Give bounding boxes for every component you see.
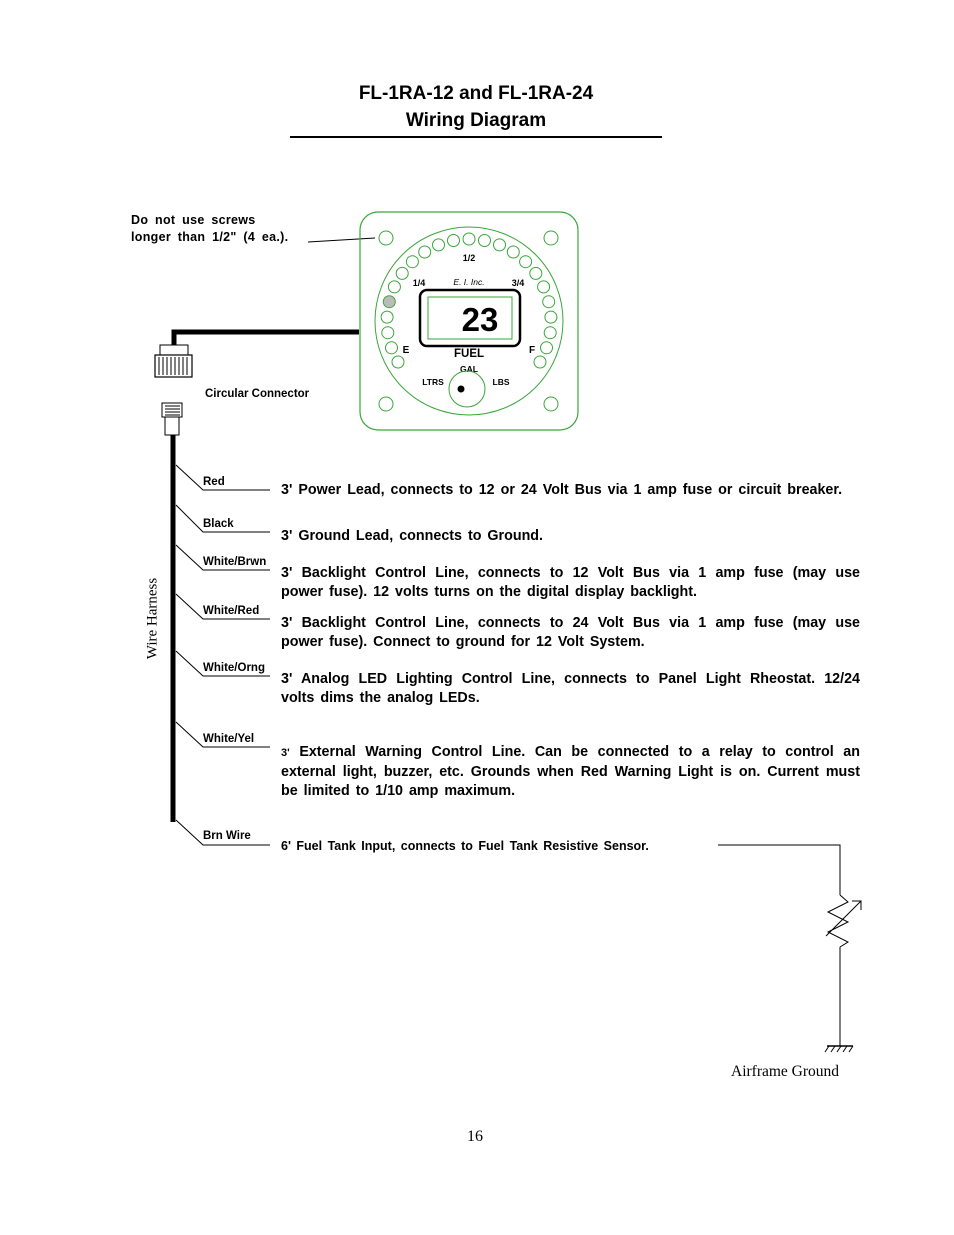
fuel-gauge — [360, 212, 578, 430]
fuel-tank-sensor — [718, 845, 861, 1052]
screw-hole-bottom-right — [544, 397, 558, 411]
unit-select-indicator — [458, 386, 465, 393]
analog-led — [406, 256, 418, 268]
analog-led — [392, 356, 404, 368]
screw-warning-line2: longer than 1/2" (4 ea.). — [131, 230, 289, 244]
label-fuel: FUEL — [453, 348, 485, 360]
screw-hole-bottom-left — [379, 397, 393, 411]
connector-label: Circular Connector — [205, 388, 310, 400]
wire-description-ground: 3' Ground Lead, connects to Ground. — [281, 528, 544, 544]
analog-led — [419, 246, 431, 258]
analog-led — [381, 311, 393, 323]
label-full: F — [528, 345, 536, 356]
analog-led — [545, 311, 557, 323]
label-ltrs: LTRS — [422, 377, 444, 387]
analog-led — [541, 342, 553, 354]
analog-led — [520, 256, 532, 268]
analog-led — [383, 296, 395, 308]
analog-led — [479, 235, 491, 247]
analog-led — [494, 239, 506, 251]
analog-led — [543, 296, 555, 308]
wire-label-red: Red — [203, 476, 225, 488]
external-warning-length: 3' — [281, 747, 290, 759]
wire-description-fuel-tank: 6' Fuel Tank Input, connects to Fuel Tank Resistive Sensor. — [281, 839, 649, 853]
analog-led — [396, 267, 408, 279]
analog-led — [530, 267, 542, 279]
wire-harness-label: Wire Harness — [144, 577, 161, 660]
wire-label-white-red: White/Red — [203, 605, 260, 617]
analog-led — [507, 246, 519, 258]
screw-warning-line1: Do not use screws — [131, 213, 256, 227]
analog-led — [463, 233, 475, 245]
wire-label-brown: Brn Wire — [203, 830, 251, 842]
gauge-cable — [174, 332, 359, 345]
display-value: 23 — [461, 301, 499, 338]
screw-hole-top-right — [544, 231, 558, 245]
unit-select-knob — [449, 371, 485, 407]
wire-description-backlight-24v: 3' Backlight Control Line, connects to 24 Volt Bus via 1 amp fuse (may use power fuse). Connect to ground for 12 Volt System. — [281, 615, 860, 650]
analog-led — [544, 327, 556, 339]
label-three-quarter: 3/4 — [511, 278, 525, 288]
warning-leader-line — [308, 238, 375, 242]
wire-label-white-orange: White/Orng — [203, 662, 265, 674]
wire-description-power: 3' Power Lead, connects to 12 or 24 Volt Bus via 1 amp fuse or circuit breaker. — [281, 482, 843, 498]
wire-description-external-warning: 3' External Warning Control Line. Can be connected to a relay to control an external light, buzzer, etc. Grounds when Red Warning Light is on. Current must be limited to 1/10 amp maximum. — [281, 744, 860, 799]
page-subtitle: Wiring Diagram — [405, 110, 547, 131]
wire-label-white-yellow: White/Yel — [203, 733, 255, 745]
analog-led — [388, 281, 400, 293]
label-empty: E — [402, 345, 410, 356]
analog-led — [534, 356, 546, 368]
page-title: FL-1RA-12 and FL-1RA-24 — [358, 83, 594, 104]
analog-led — [386, 342, 398, 354]
label-half: 1/2 — [462, 253, 476, 263]
label-gal: GAL — [460, 364, 478, 374]
analog-led — [538, 281, 550, 293]
page-number: 16 — [467, 1128, 483, 1145]
screw-hole-top-left — [379, 231, 393, 245]
airframe-ground-label: Airframe Ground — [731, 1063, 840, 1080]
wire-label-black: Black — [203, 518, 234, 530]
analog-led — [448, 235, 460, 247]
brand-label: E. I. Inc. — [453, 277, 485, 287]
wire-label-white-brown: White/Brwn — [203, 556, 267, 568]
wire-description-backlight-12v: 3' Backlight Control Line, connects to 12 Volt Bus via 1 amp fuse (may use power fuse). 12 volts turns on the digital display backlight. — [281, 565, 860, 600]
circular-connector — [155, 345, 192, 435]
analog-led — [382, 327, 394, 339]
label-lbs: LBS — [492, 377, 510, 387]
analog-led — [433, 239, 445, 251]
wire-description-analog-led: 3' Analog LED Lighting Control Line, connects to Panel Light Rheostat. 12/24 volts dims the analog LEDs. — [281, 671, 860, 706]
label-quarter: 1/4 — [412, 278, 426, 288]
